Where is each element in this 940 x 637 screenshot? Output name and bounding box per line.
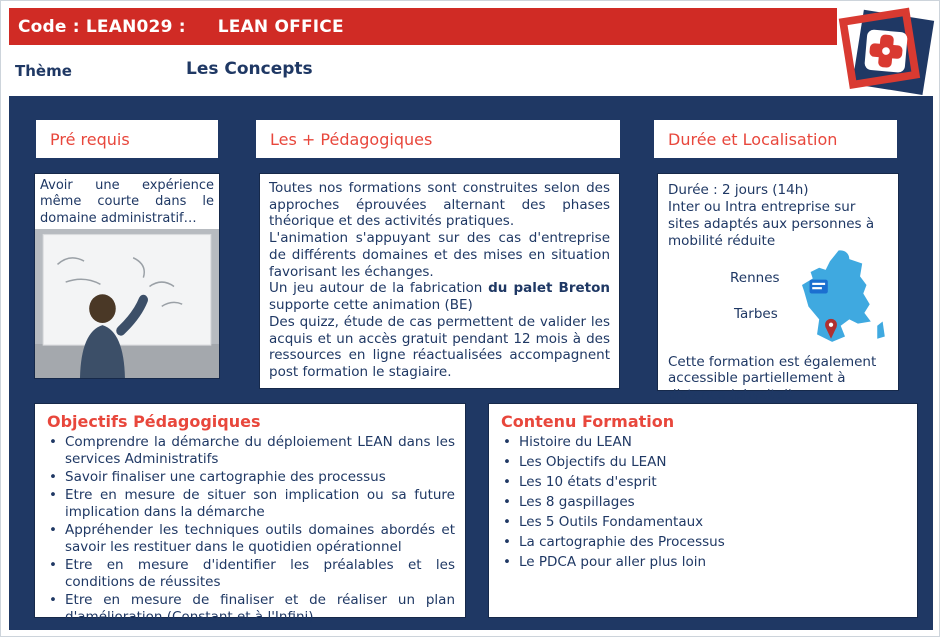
prerequisites-title: Pré requis <box>50 129 130 149</box>
objectives-title: Objectifs Pédagogiques <box>47 412 261 431</box>
prerequisites-text: Avoir une expérience même courte dans le domaine administratif… <box>40 178 214 226</box>
content-item: • Les 8 gaspillages <box>497 494 907 511</box>
content-item: • Histoire du LEAN <box>497 434 907 451</box>
course-code: Code : LEAN029 : <box>18 16 186 37</box>
objective-item: • Comprendre la démarche du déploiement LEAN dans les services Administratifs <box>43 434 455 468</box>
content-item: • Les Objectifs du LEAN <box>497 454 907 471</box>
duration-location-header <box>654 120 897 158</box>
content-item: • La cartographie des Processus <box>497 534 907 551</box>
pedagogy-paragraph-3-bold: du palet Breton <box>488 280 610 297</box>
theme-value: Les Concepts <box>186 59 313 79</box>
pedagogy-paragraph-2: L'animation s'appuyant sur des cas d'entreprise de différents domaines et des mises en situation favorisant les échanges. <box>269 230 610 280</box>
city-rennes: Rennes <box>730 269 780 286</box>
map-row <box>668 254 888 352</box>
theme-label: Thème <box>15 62 72 80</box>
remote-access-note: Cette formation est également accessible partiellement à distance (physital) <box>668 353 877 404</box>
duration-line: Durée : 2 jours (14h) <box>668 182 809 198</box>
duration-location-box <box>657 173 899 404</box>
person-at-whiteboard-photo <box>35 229 219 378</box>
objective-item: • Etre en mesure de situer son implication ou sa future implication dans la démarche <box>43 487 455 521</box>
objective-item: • Etre en mesure de finaliser et de réaliser un plan d'amélioration (Constant et à l'Infini) <box>43 592 455 626</box>
course-title: LEAN OFFICE <box>217 16 344 37</box>
pedagogy-paragraph-3-end: supporte cette animation (BE) <box>269 297 473 314</box>
objective-item: • Etre en mesure d'identifier les préalables et les conditions de réussites <box>43 557 455 591</box>
city-tarbes: Tarbes <box>734 305 778 322</box>
content-item: • Le PDCA pour aller plus loin <box>497 554 907 571</box>
course-code-banner <box>9 8 837 45</box>
objectives-box <box>34 403 466 625</box>
duration-location-title: Durée et Localisation <box>668 129 838 149</box>
pedagogy-paragraph-1: Toutes nos formations sont construites selon des approches éprouvées alternant des phases théorique et des activités pratiques. <box>269 180 610 230</box>
prerequisites-header <box>36 120 218 158</box>
content-item: • Les 5 Outils Fondamentaux <box>497 514 907 531</box>
pedagogy-header <box>256 120 620 158</box>
prerequisites-box <box>34 173 220 379</box>
pedagogy-box <box>259 173 620 389</box>
pedagogy-paragraph-3-start: Un jeu autour de la fabrication <box>269 280 489 297</box>
brand-logo-icon <box>837 3 935 103</box>
content-item: • Les 10 états d'esprit <box>497 474 907 491</box>
objective-item: • Savoir finaliser une cartographie des processus <box>43 469 455 486</box>
pedagogy-title: Les + Pédagogiques <box>270 129 433 149</box>
course-content-title: Contenu Formation <box>501 412 675 431</box>
objective-item: • Appréhender les techniques outils domaines abordés et savoir les restituer dans le quotidien opérationnel <box>43 522 455 556</box>
course-content-box <box>488 403 918 618</box>
france-map-icon <box>802 248 888 352</box>
objectives-list <box>43 434 455 626</box>
course-content-list <box>497 434 907 571</box>
pedagogy-paragraph-3 <box>269 280 610 313</box>
location-line: Inter ou Intra entreprise sur sites adaptés aux personnes à mobilité réduite <box>668 198 875 249</box>
pedagogy-paragraph-4: Des quizz, étude de cas permettent de valider les acquis et un accès gratuit pendant 12 mois à des ressources en ligne réactualisées accompagnent post formation le stagiaire. <box>269 313 610 381</box>
